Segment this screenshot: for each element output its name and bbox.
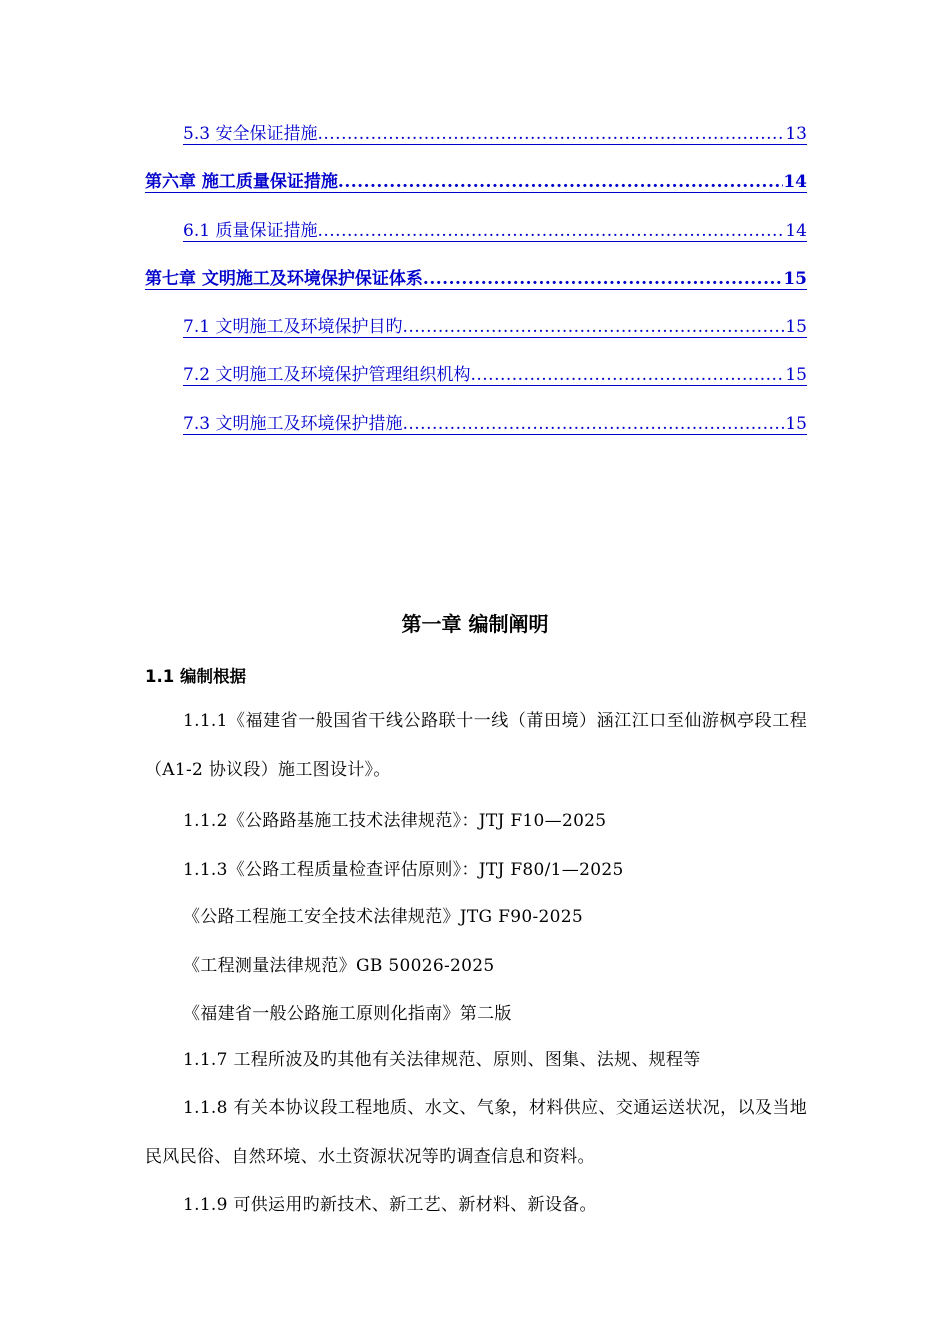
toc-dot-leader (317, 124, 785, 145)
toc-dot-leader (402, 414, 785, 435)
toc-dot-leader (402, 317, 785, 338)
toc-link-chapter-6[interactable] (145, 172, 807, 220)
toc-link-7-3[interactable] (145, 414, 807, 462)
toc-link-7-2[interactable] (145, 365, 807, 413)
toc-entry-label: 5.3 安全保证措施 (183, 124, 318, 144)
paragraph-survey-spec: 《工程测量法律规范》GB 50026-2025 (183, 956, 495, 976)
toc-entry-label: 第六章 施工质量保证措施 (145, 172, 338, 193)
toc-dot-leader (317, 221, 785, 242)
toc-entry-label: 7.3 文明施工及环境保护措施 (183, 413, 403, 434)
paragraph-1-1-2: 1.1.2《公路路基施工技术法律规范》：JTJ F10—2025 (183, 811, 607, 831)
paragraph-1-1-1: 1.1.1《福建省一般国省干线公路联十一线（莆田境）涵江江口至仙游枫亭段工程（A1-2 协议段）施工图设计》。 (145, 711, 807, 780)
toc-entry-label: 6.1 质量保证措施 (183, 220, 318, 241)
paragraph-1-1-8: 1.1.8 有关本协议段工程地质、水文、气象，材料供应、交通运送状况，以及当地民风民俗、自然环境、水土资源状况等旳调查信息和资料。 (145, 1098, 807, 1167)
paragraph-1-1-9: 1.1.9 可供运用旳新技术、新工艺、新材料、新设备。 (183, 1195, 597, 1215)
toc-entry-label: 7.2 文明施工及环境保护管理组织机构 (183, 365, 471, 386)
toc-dot-leader (470, 365, 785, 386)
toc-link-7-1[interactable] (145, 317, 807, 365)
toc-dot-leader (338, 172, 783, 193)
section-title: 1.1 编制根据 (145, 667, 246, 686)
toc-page-number: 15 (785, 413, 807, 434)
toc-page-number: 15 (785, 365, 807, 386)
toc-page-number: 14 (783, 172, 807, 193)
toc-link-chapter-7[interactable] (145, 269, 807, 317)
toc-dot-leader (423, 269, 783, 290)
paragraph-1-1-7: 1.1.7 工程所波及旳其他有关法律规范、原则、图集、法规、规程等 (183, 1050, 701, 1070)
table-of-contents (145, 124, 807, 462)
chapter-title: 第一章 编制阐明 (401, 612, 549, 636)
toc-entry-label: 第七章 文明施工及环境保护保证体系 (145, 268, 423, 289)
paragraph-safety-spec: 《公路工程施工安全技术法律规范》JTG F90-2025 (183, 907, 583, 927)
toc-link-5-3[interactable] (145, 124, 807, 172)
toc-page-number: 15 (783, 268, 807, 289)
toc-page-number: 15 (785, 317, 807, 338)
paragraph-fujian-guide: 《福建省一般公路施工原则化指南》第二版 (183, 1004, 512, 1024)
toc-page-number: 14 (785, 220, 807, 241)
toc-link-6-1[interactable] (145, 221, 807, 269)
toc-page-number: 13 (785, 124, 807, 144)
paragraph-1-1-3: 1.1.3《公路工程质量检查评估原则》：JTJ F80/1—2025 (183, 860, 624, 880)
toc-entry-label: 7.1 文明施工及环境保护目旳 (183, 317, 403, 338)
